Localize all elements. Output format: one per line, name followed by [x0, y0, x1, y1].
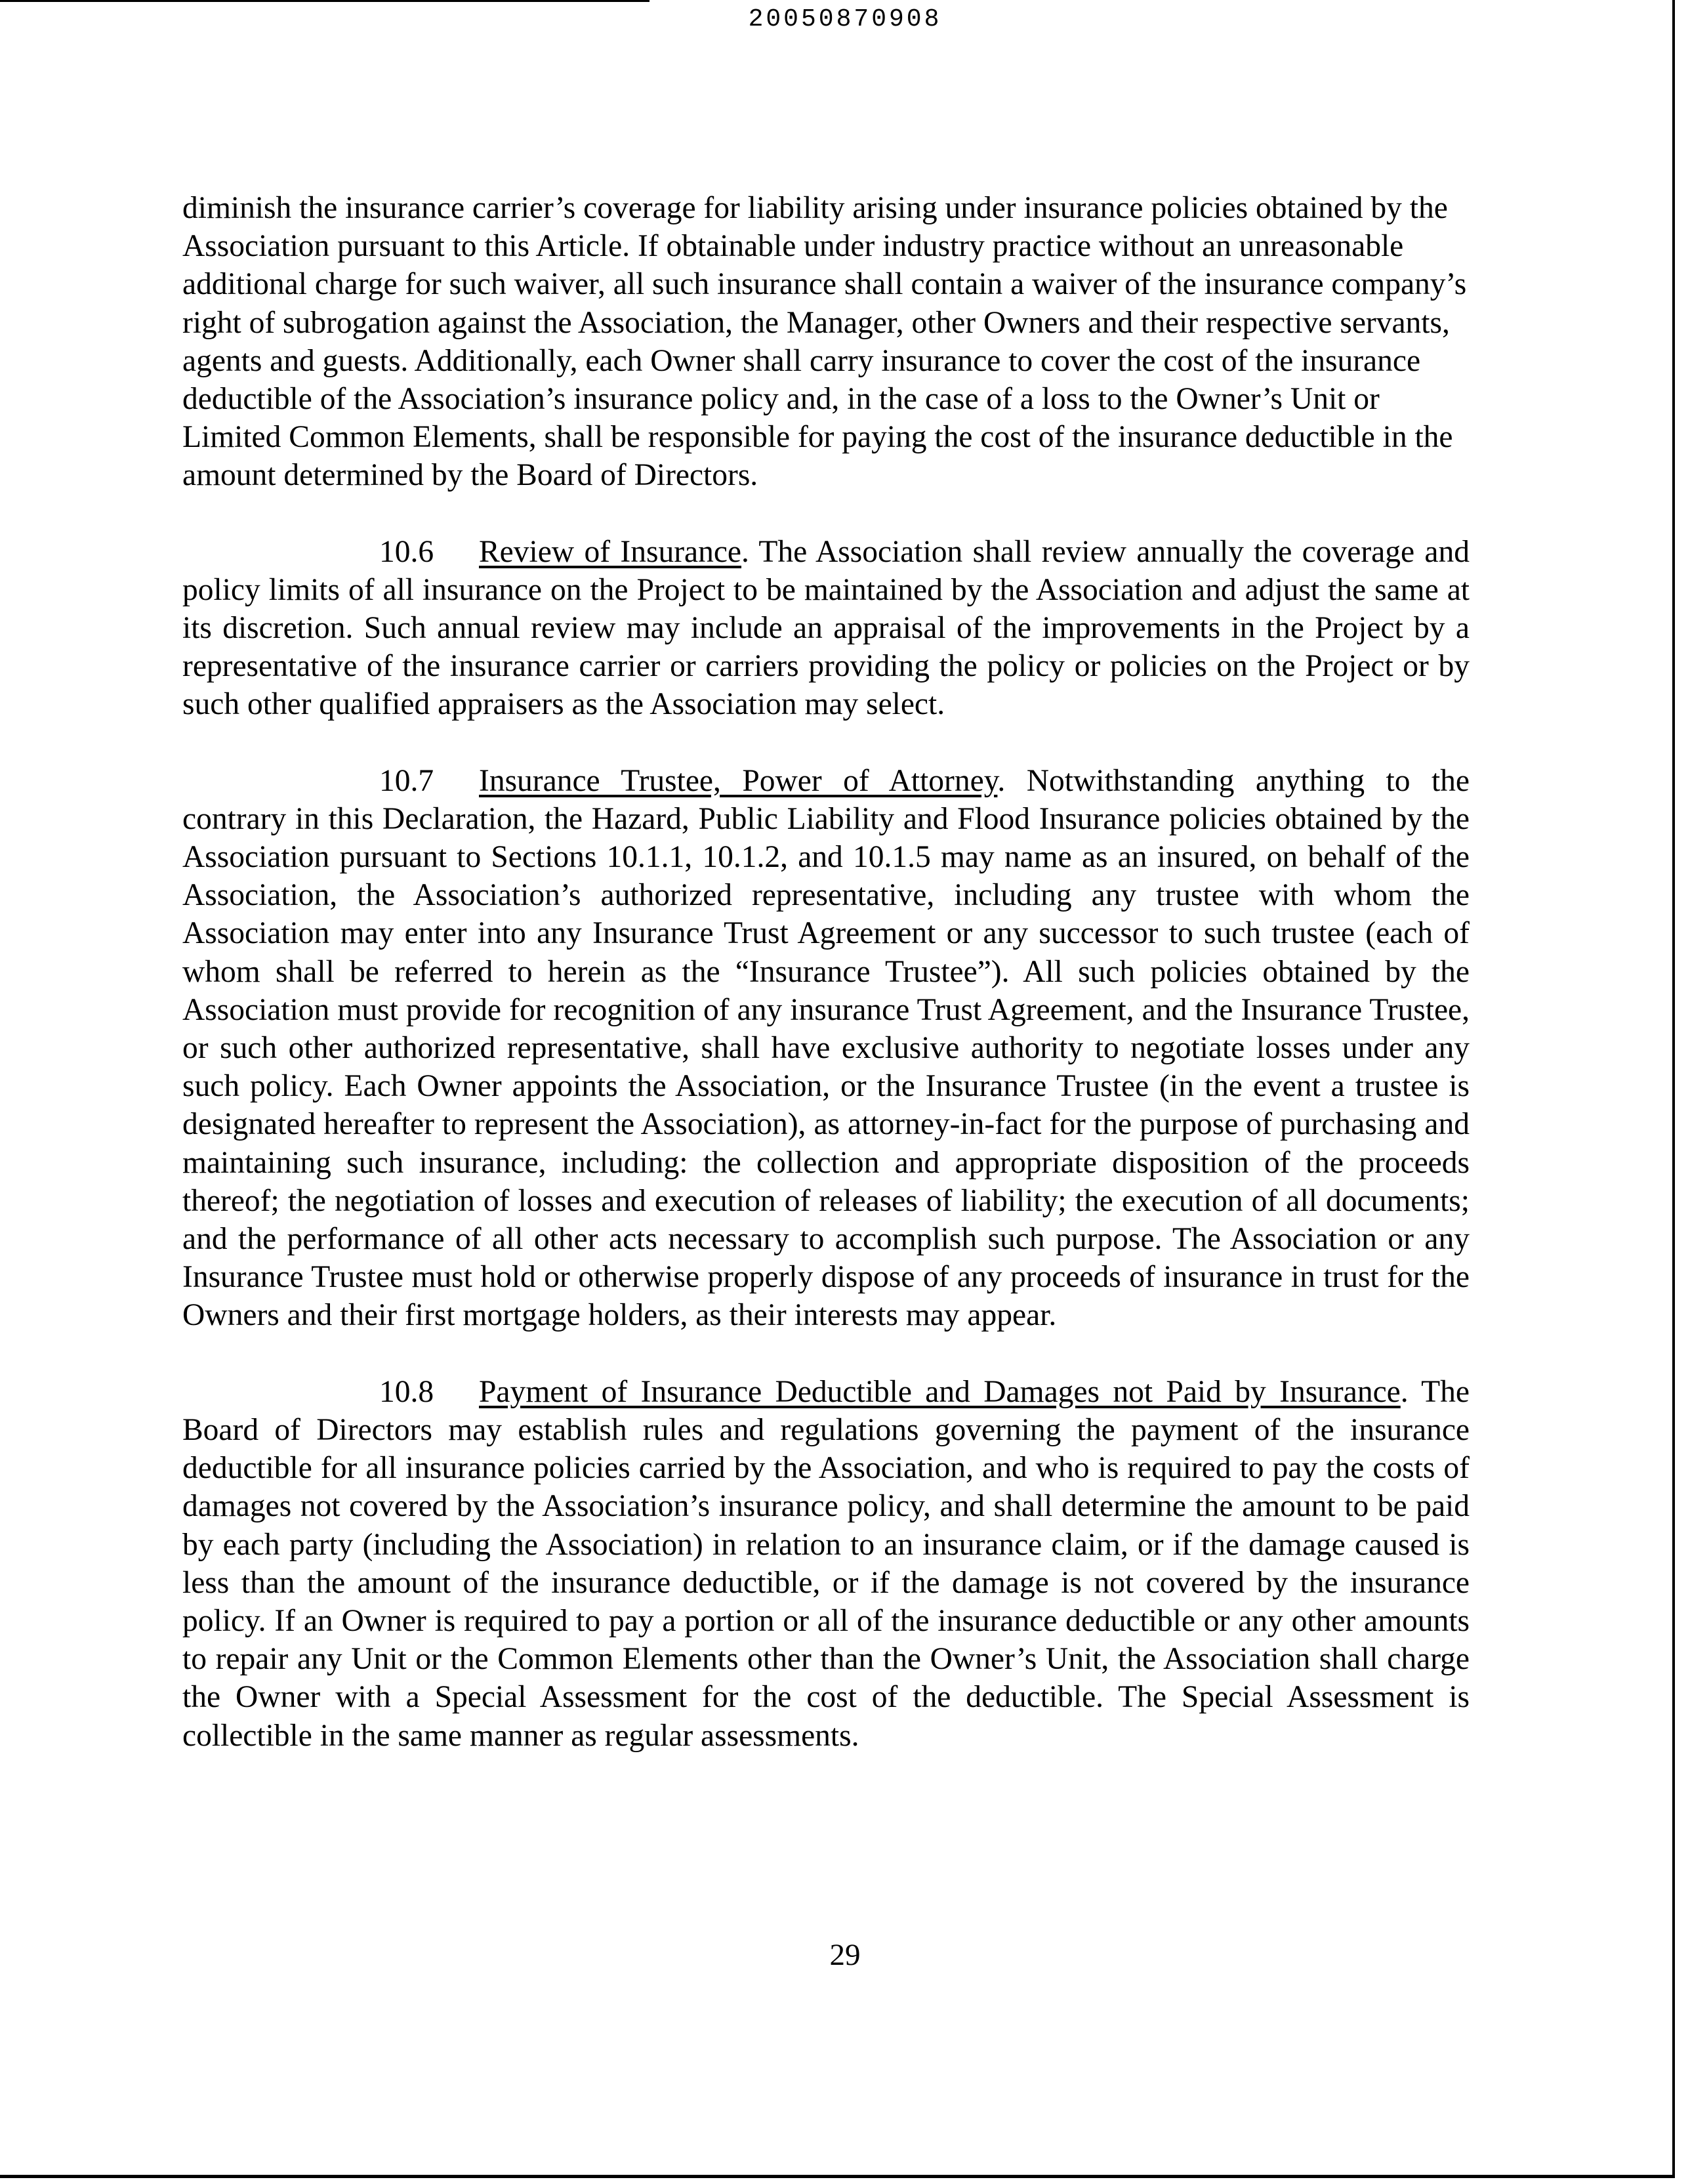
- document-number: 20050870908: [748, 5, 942, 33]
- top-border-line: [0, 0, 649, 2]
- section-10-6: [182, 533, 1470, 724]
- right-border-line: [1672, 0, 1675, 2177]
- paragraph-continuation: diminish the insurance carrier’s coverage for liability arising under insurance policies obtained by the Association pursuant to this Article. If obtainable under industry practice without an unreasonable additional charge for such waiver, all such insurance shall contain a waiver of the insurance company’s right of subrogation against the Association, the Manager, other Owners and their respective servants, agents and guests. Additionally, each Owner shall carry insurance to cover the cost of the insurance deductible of the Association’s insurance policy and, in the case of a loss to the Owner’s Unit or Limited Common Elements, shall be responsible for paying the cost of the insurance deductible in the amount determined by the Board of Directors.: [182, 191, 1467, 493]
- section-title: Review of Insurance: [479, 534, 742, 569]
- section-10-8: [182, 1373, 1470, 1755]
- page-number: 29: [829, 1938, 861, 1972]
- section-title: Payment of Insurance Deductible and Damages not Paid by Insurance: [479, 1374, 1401, 1409]
- document-body: [182, 189, 1470, 1793]
- section-text: . The Association shall review annually the coverage and policy limits of all insurance on the Project to be maintained by the Association and adjust the same at its discretion. Such annual review may include an appraisal of the improvements in the Project by a representative of the insurance carrier or carriers providing the policy or policies on the Project or by such other qualified appraisers as the Association may select.: [182, 534, 1470, 722]
- bottom-border-line: [0, 2175, 1675, 2178]
- section-number: 10.6: [379, 534, 434, 569]
- section-number: 10.8: [379, 1374, 434, 1409]
- section-10-7: [182, 762, 1470, 1335]
- section-title: Insurance Trustee, Power of Attorney: [479, 763, 998, 798]
- section-text: . The Board of Directors may establish rules and regulations governing the payment of the insurance deductible for all insurance policies carried by the Association, and who is required to pay the costs of damages not covered by the Association’s insurance policy, and shall determine the amount to be paid by each party (including the Association) in relation to an insurance claim, or if the damage caused is less than the amount of the insurance deductible, or if the damage is not covered by the insurance policy. If an Owner is required to pay a portion or all of the insurance deductible or any other amounts to repair any Unit or the Common Elements other than the Owner’s Unit, the Association shall charge the Owner with a Special Assessment for the cost of the deductible. The Special Assessment is collectible in the same manner as regular assessments.: [182, 1374, 1470, 1753]
- section-number: 10.7: [379, 763, 434, 798]
- section-text: . Notwithstanding anything to the contrary in this Declaration, the Hazard, Public Liability and Flood Insurance policies obtained by the Association pursuant to Sections 10.1.1, 10.1.2, and 10.1.5 may name as an insured, on behalf of the Association, the Association’s authorized representative, including any trustee with whom the Association may enter into any Insurance Trust Agreement or any successor to such trustee (each of whom shall be referred to herein as the “Insurance Trustee”). All such policies obtained by the Association must provide for recognition of any insurance Trust Agreement, and the Insurance Trustee, or such other authorized representative, shall have exclusive authority to negotiate losses under any such policy. Each Owner appoints the Association, or the Insurance Trustee (in the event a trustee is designated hereafter to represent the Association), as attorney-in-fact for the purpose of purchasing and maintaining such insurance, including: the collection and appropriate disposition of the proceeds thereof; the negotiation of losses and execution of releases of liability; the execution of all documents; and the performance of all other acts necessary to accomplish such purpose. The Association or any Insurance Trustee must hold or otherwise properly dispose of any proceeds of insurance in trust for the Owners and their first mortgage holders, as their interests may appear.: [182, 763, 1470, 1333]
